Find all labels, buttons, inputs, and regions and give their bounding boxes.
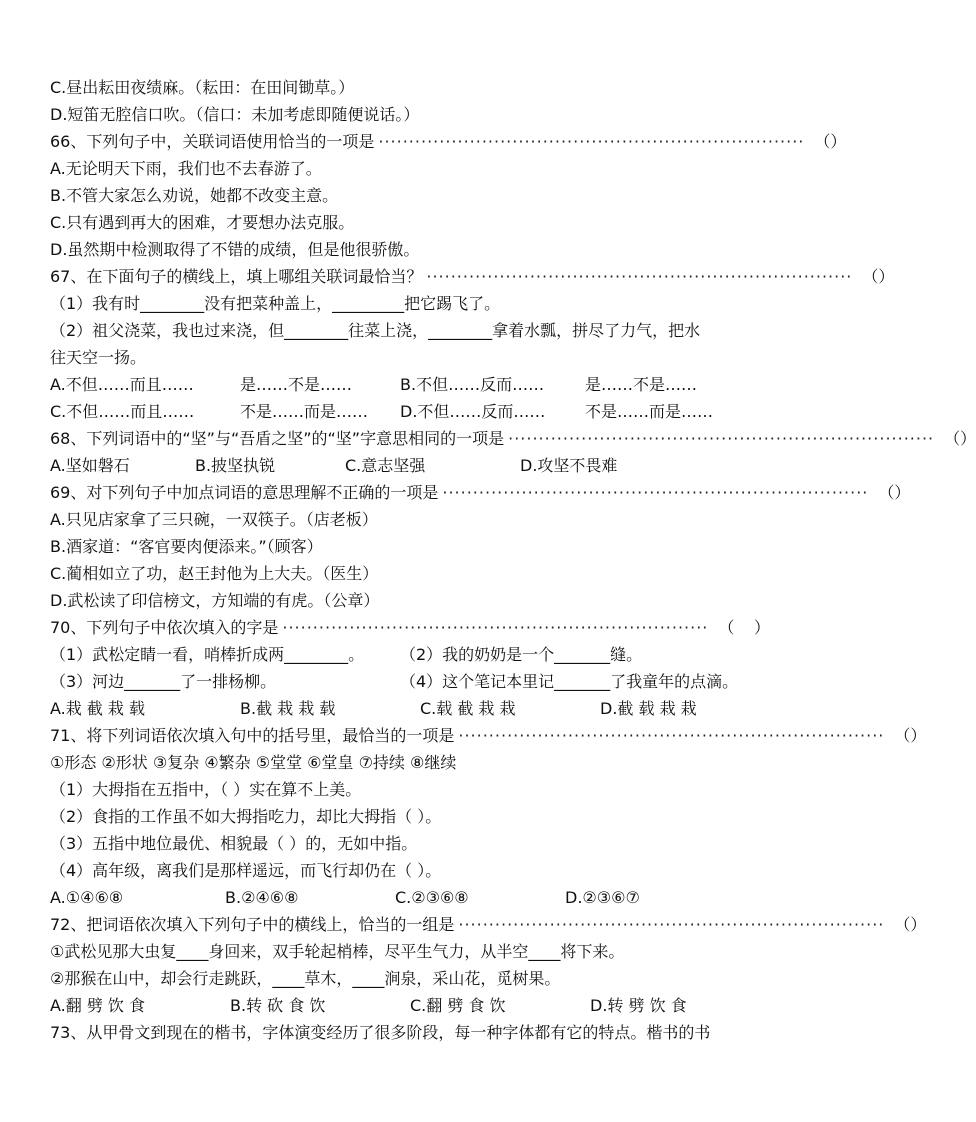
question-66 — [50, 128, 847, 156]
option: B.②④⑥⑧ — [225, 888, 299, 907]
option: C.②③⑥⑧ — [395, 888, 469, 907]
answer-paren: （ ） — [878, 483, 911, 502]
option: A.翻 劈 饮 食 — [50, 996, 146, 1015]
sentence-line: ①武松见那大虫复____身回来，双手轮起梢棒，尽平生气力，从半空____将下来。 — [50, 942, 625, 961]
question-stem: 69、对下列句子中加点词语的意思理解不正确的一项是 — [50, 483, 439, 502]
option-line: A.无论明天下雨，我们也不去春游了。 — [50, 159, 322, 178]
options-row — [50, 695, 770, 723]
dot-leader: ······································································ — [458, 726, 885, 745]
question-stem: 72、把词语依次填入下列句子中的横线上，恰当的一组是 — [50, 915, 455, 934]
dot-leader: ······································································ — [282, 618, 709, 637]
dot-leader: ······································································ — [442, 483, 869, 502]
answer-paren: （ ） — [862, 267, 895, 286]
sentence-pair — [50, 668, 770, 696]
dot-leader: ······································································ — [458, 915, 885, 934]
option-line: B.酒家道：“客官要肉便添来。”（顾客） — [50, 537, 323, 556]
answer-paren: （ ） — [894, 726, 927, 745]
option: C.载 截 栽 栽 — [420, 699, 516, 718]
sentence: （2）我的奶奶是一个_______缝。 — [400, 645, 643, 664]
option: A.栽 截 栽 载 — [50, 699, 146, 718]
dot-leader: ······································································ — [378, 132, 805, 151]
question-71 — [50, 722, 927, 750]
question-stem: 67、在下面句子的横线上，填上哪组关联词最恰当？ — [50, 267, 423, 286]
option-line: D.短笛无腔信口吹。（信口：未加考虑即随便说话。） — [50, 105, 420, 124]
option: B.披坚执锐 — [195, 456, 276, 475]
option: 是……不是…… — [585, 375, 698, 394]
option: C.不但……而且…… — [50, 402, 195, 421]
options-row — [50, 884, 770, 912]
option-line: C.只有遇到再大的困难，才要想办法克服。 — [50, 213, 355, 232]
sentence-line: （2）食指的工作虽不如大拇指吃力，却比大拇指（ ）。 — [50, 807, 442, 826]
sentence-line: （4）高年级，离我们是那样遥远，而飞行却仍在（ ）。 — [50, 861, 442, 880]
option: C.翻 劈 食 饮 — [410, 996, 506, 1015]
option: B.转 砍 食 饮 — [230, 996, 326, 1015]
option-line: C.昼出耘田夜绩麻。（耘田：在田间锄草。） — [50, 78, 355, 97]
options-row — [50, 452, 770, 480]
option: D.攻坚不畏难 — [520, 456, 618, 475]
word-bank: ①形态 ②形状 ③复杂 ④繁杂 ⑤堂堂 ⑥堂皇 ⑦持续 ⑧继续 — [50, 753, 457, 772]
answer-paren: （ ） — [814, 132, 847, 151]
question-stem: 70、下列句子中依次填入的字是 — [50, 618, 279, 637]
question-70 — [50, 614, 770, 642]
sentence-pair — [50, 641, 770, 669]
options-row — [50, 398, 770, 426]
option: A.不但……而且…… — [50, 375, 194, 394]
option: B.不但……反而…… — [400, 375, 545, 394]
answer-paren: （ ） — [944, 429, 976, 448]
question-stem: 71、将下列词语依次填入句中的括号里，最恰当的一项是 — [50, 726, 455, 745]
question-72 — [50, 911, 927, 939]
option: 不是……而是…… — [585, 402, 714, 421]
sentence-line: ②那猴在山中，却会行走跳跃，____草木，____涧泉，采山花，觅树果。 — [50, 969, 561, 988]
options-row — [50, 992, 770, 1020]
dot-leader: ······································································ — [508, 429, 935, 448]
option: D.不但……反而…… — [400, 402, 546, 421]
option-line: A.只见店家拿了三只碗，一双筷子。（店老板） — [50, 510, 378, 529]
sentence-line: （1）我有时________没有把菜种盖上，_________把它踢飞了。 — [50, 294, 501, 313]
option: 是……不是…… — [240, 375, 353, 394]
option: B.截 栽 栽 载 — [240, 699, 336, 718]
question-67 — [50, 263, 895, 291]
option-line: C.蔺相如立了功，赵王封他为上大夫。（医生） — [50, 564, 379, 583]
option: A.坚如磐石 — [50, 456, 130, 475]
question-stem: 68、下列词语中的“坚”与“吾盾之坚”的“坚”字意思相同的一项是 — [50, 429, 505, 448]
question-73: 73、从甲骨文到现在的楷书，字体演变经历了很多阶段，每一种字体都有它的特点。楷书的书 — [50, 1023, 711, 1042]
answer-paren: （ ） — [718, 618, 770, 637]
sentence-line: （3）五指中地位最优、相貌最（ ）的，无如中指。 — [50, 834, 418, 853]
sentence-line: （2）祖父浇菜，我也过来浇，但________往菜上浇，________拿着水瓢，拼尽了力气，把水 — [50, 321, 701, 340]
sentence: （4）这个笔记本里记_______了我童年的点滴。 — [400, 672, 739, 691]
option-line: D.武松读了印信榜文，方知端的有虎。（公章） — [50, 591, 380, 610]
option-line: D.虽然期中检测取得了不错的成绩，但是他很骄傲。 — [50, 240, 420, 259]
sentence-line: 往天空一扬。 — [50, 348, 147, 367]
option: A.①④⑥⑧ — [50, 888, 124, 907]
option: C.意志坚强 — [345, 456, 426, 475]
option: D.截 载 栽 栽 — [600, 699, 697, 718]
sentence-line: （1）大拇指在五指中，（ ）实在算不上美。 — [50, 780, 362, 799]
answer-paren: （ ） — [894, 915, 927, 934]
question-stem: 66、下列句子中，关联词语使用恰当的一项是 — [50, 132, 375, 151]
option: 不是……而是…… — [240, 402, 369, 421]
sentence: （3）河边_______了一排杨柳。 — [50, 672, 277, 691]
question-69 — [50, 479, 911, 507]
question-68 — [50, 425, 976, 453]
options-row — [50, 371, 770, 399]
sentence: （1）武松定睛一看，哨棒折成两________。 — [50, 645, 365, 664]
option: D.转 劈 饮 食 — [590, 996, 687, 1015]
option: D.②③⑥⑦ — [565, 888, 640, 907]
option-line: B.不管大家怎么劝说，她都不改变主意。 — [50, 186, 339, 205]
dot-leader: ······································································ — [426, 267, 853, 286]
